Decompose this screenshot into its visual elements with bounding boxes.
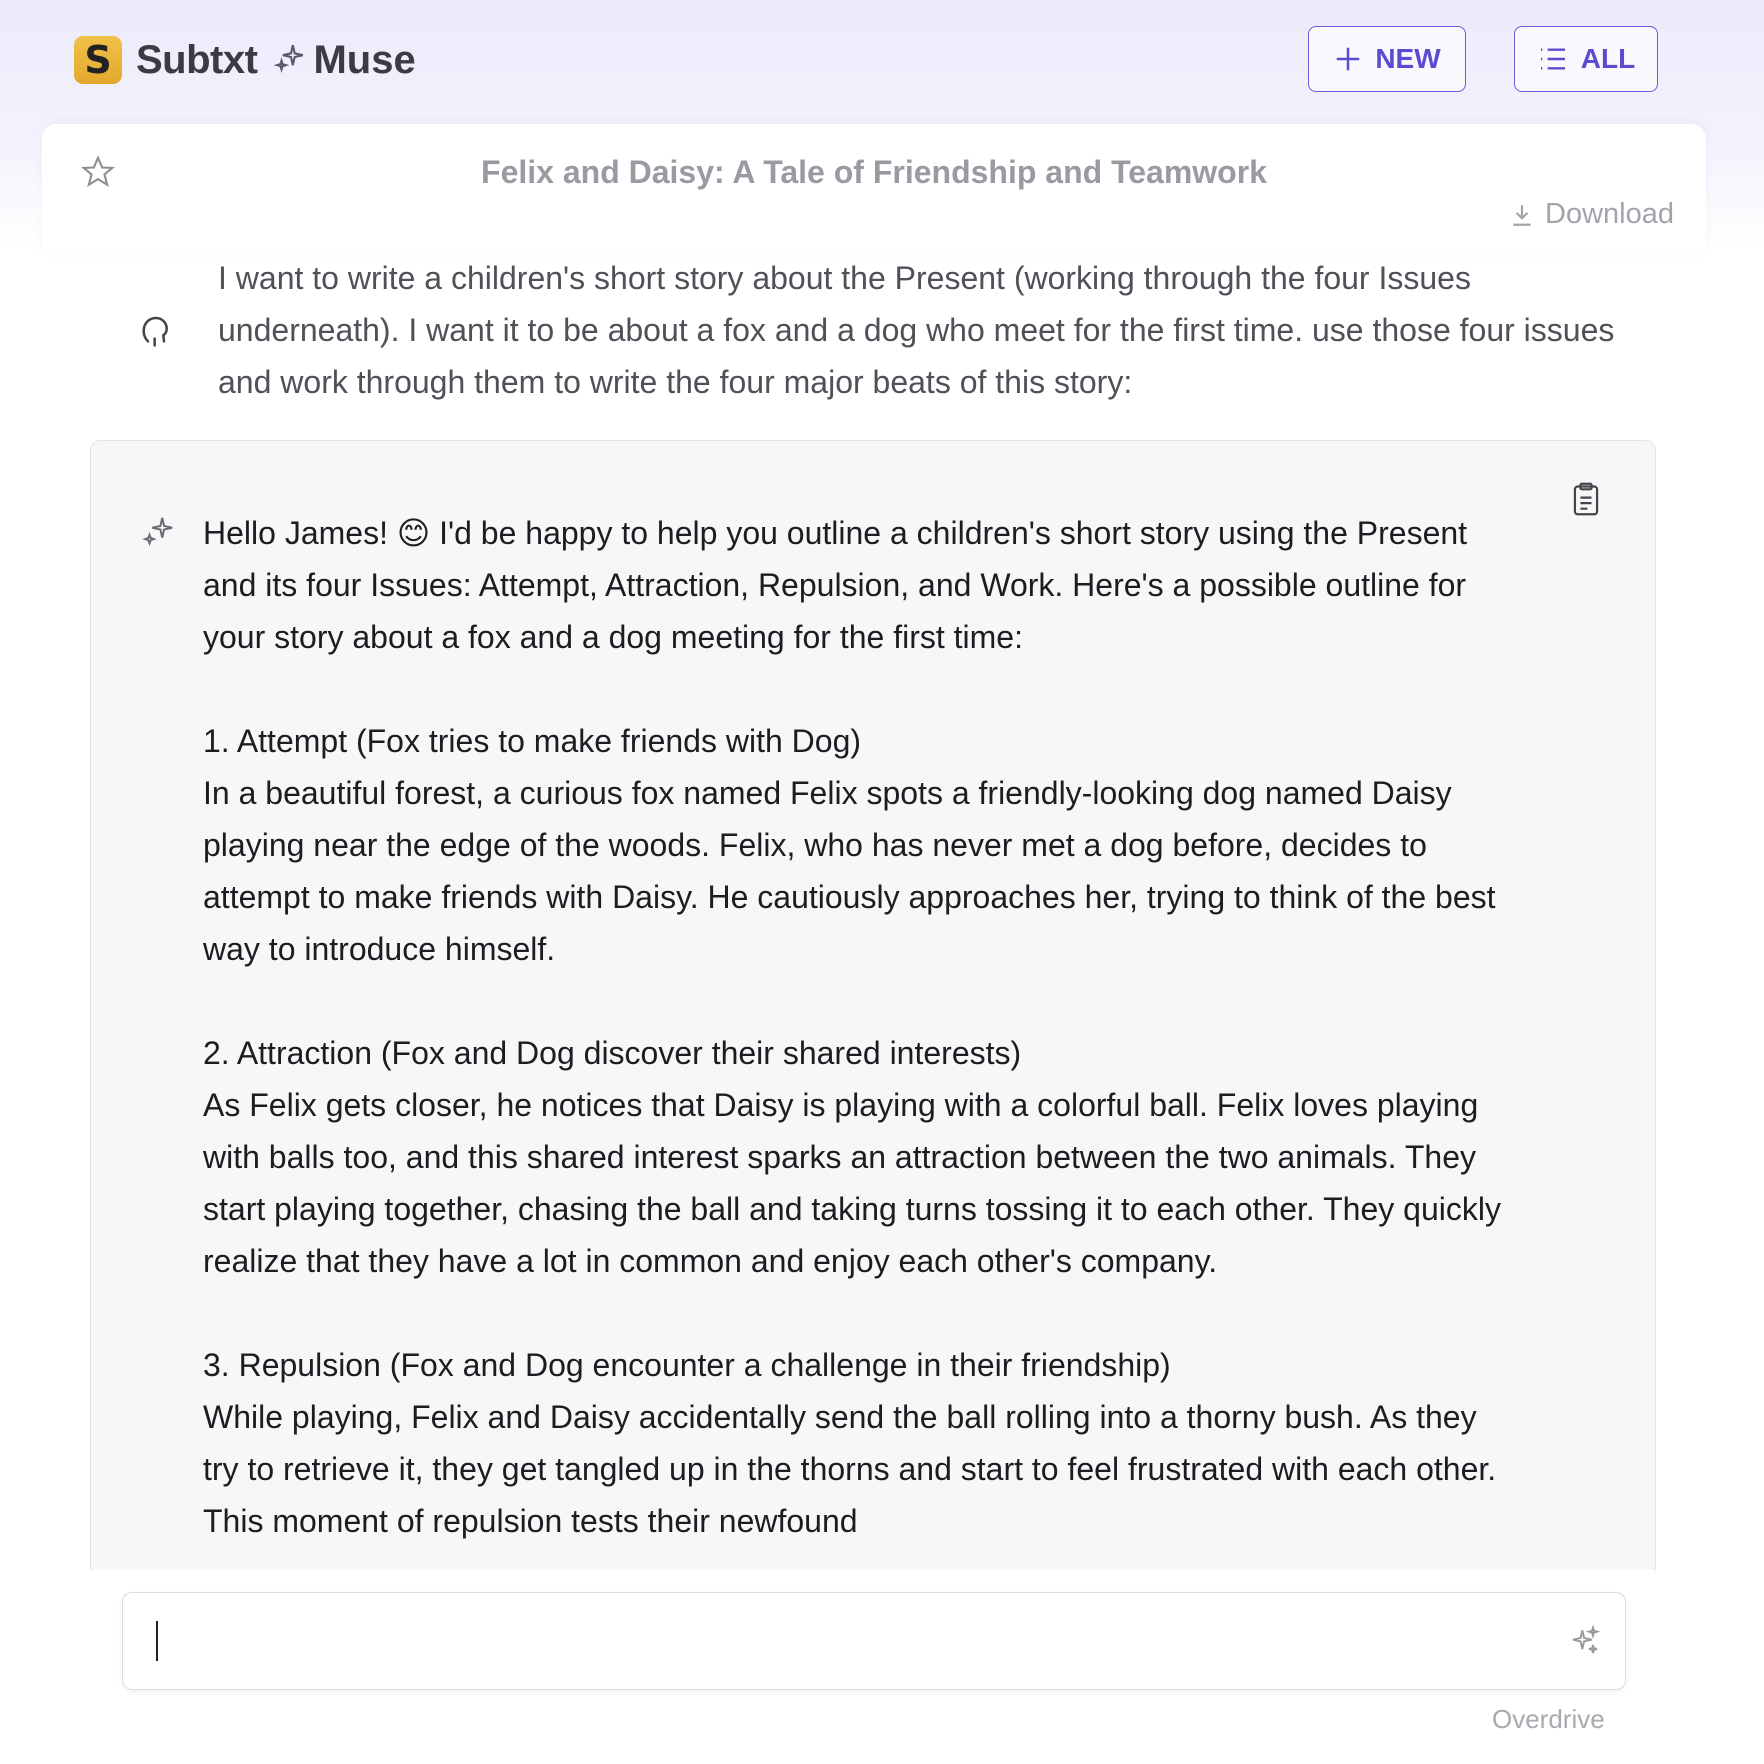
- download-button[interactable]: [1509, 198, 1674, 231]
- document-header: [42, 124, 1706, 254]
- response-paragraph: 1. Attempt (Fox tries to make friends with Dog) In a beautiful forest, a curious fox named Felix spots a friendly-looking dog named Daisy playing near the edge of the woods. Felix, who has never met a dog before, decides to attempt to make friends with Daisy. He cautiously approaches her, trying to think of the best way to introduce himself.: [203, 723, 1496, 967]
- message-input[interactable]: [122, 1592, 1626, 1690]
- download-icon: [1509, 202, 1535, 228]
- plus-icon: [1333, 44, 1363, 74]
- assistant-response: [90, 440, 1656, 1570]
- new-button[interactable]: [1308, 26, 1466, 92]
- overdrive-toggle[interactable]: Overdrive: [1492, 1704, 1605, 1734]
- clipboard-icon[interactable]: [1569, 481, 1603, 522]
- new-button-label: NEW: [1375, 43, 1441, 74]
- app-logo[interactable]: [74, 36, 416, 84]
- document-title: Felix and Daisy: A Tale of Friendship and Teamwork: [481, 154, 1267, 190]
- text-caret: [156, 1621, 158, 1661]
- download-label: Download: [1545, 198, 1674, 230]
- sparkle-icon: [141, 515, 175, 554]
- response-paragraph: 2. Attraction (Fox and Dog discover their shared interests) As Felix gets closer, he notices that Daisy is playing with a colorful ball. Felix loves playing with balls too, and this shared interest sparks an attraction between the two animals. They start playing together, chasing the ball and taking turns tossing it to each other. They quickly realize that they have a lot in common and enjoy each other's company.: [203, 1035, 1501, 1279]
- user-avatar-icon: [140, 314, 172, 355]
- brand-name: Subtxt: [136, 37, 258, 82]
- sparkle-icon[interactable]: [1569, 1625, 1601, 1662]
- response-paragraph: Hello James! 😊 I'd be happy to help you outline a children's short story using the Present and its four Issues: Attempt, Attraction, Repulsion, and Work. Here's a possible outline for your story about a fox and a dog meeting for the first time:: [203, 515, 1468, 655]
- response-paragraph: 3. Repulsion (Fox and Dog encounter a challenge in their friendship) While playing, Felix and Daisy accidentally send the ball rolling into a thorny bush. As they try to retrieve it, they get tangled up in the thorns and start to feel frustrated with each other. This moment of repulsion tests their newfound: [203, 1347, 1497, 1539]
- sparkle-icon: [273, 41, 307, 80]
- user-message: I want to write a children's short story about the Present (working through the four Issues underneath). I want it to be about a fox and a dog who meet for the first time. use those four issues and work through them to write the four major beats of this story:: [218, 260, 1615, 400]
- all-button-label: ALL: [1580, 43, 1636, 74]
- list-icon: [1537, 43, 1569, 75]
- all-button[interactable]: [1514, 26, 1658, 92]
- logo-icon: S: [74, 36, 122, 84]
- brand-product: Muse: [313, 37, 416, 82]
- response-text: [203, 507, 1503, 1570]
